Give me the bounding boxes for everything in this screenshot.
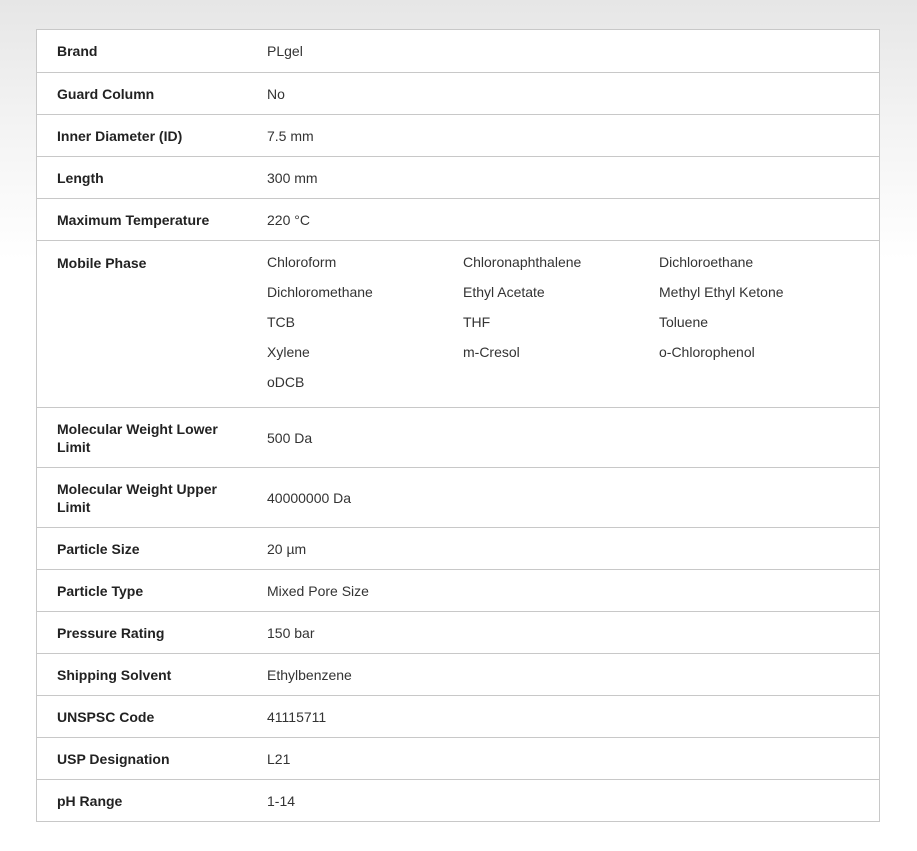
spec-value: Mixed Pore Size bbox=[267, 582, 369, 599]
spec-value: PLgel bbox=[267, 43, 303, 59]
spec-label: pH Range bbox=[57, 792, 123, 809]
spec-row-particle-type bbox=[37, 569, 879, 611]
spec-label: Guard Column bbox=[57, 85, 155, 102]
spec-value: No bbox=[267, 85, 285, 102]
spec-label: Molecular Weight Lower Limit bbox=[57, 420, 218, 455]
spec-row-particle-size bbox=[37, 527, 879, 569]
mobile-phase-item: o-Chlorophenol bbox=[659, 344, 755, 360]
spec-value: 500 Da bbox=[267, 429, 313, 446]
spec-row-mw-upper-limit bbox=[37, 467, 879, 527]
mobile-phase-item: Chloroform bbox=[267, 254, 337, 270]
mobile-phase-item: TCB bbox=[267, 314, 295, 330]
mobile-phase-item: Toluene bbox=[659, 314, 709, 330]
spec-value: 1-14 bbox=[267, 792, 296, 809]
mobile-phase-value bbox=[267, 241, 879, 407]
spec-value: 150 bar bbox=[267, 624, 315, 641]
spec-row-mobile-phase bbox=[37, 240, 879, 407]
spec-row-mw-lower-limit bbox=[37, 407, 879, 467]
spec-label: Particle Size bbox=[57, 540, 140, 557]
spec-label: Pressure Rating bbox=[57, 624, 165, 641]
mobile-phase-item: THF bbox=[463, 314, 491, 330]
mobile-phase-item: Chloronaphthalene bbox=[463, 254, 582, 270]
spec-table bbox=[36, 29, 880, 822]
mobile-phase-item: Methyl Ethyl Ketone bbox=[659, 284, 784, 300]
spec-value: Ethylbenzene bbox=[267, 666, 352, 683]
mobile-phase-item: Ethyl Acetate bbox=[463, 284, 545, 300]
mobile-phase-item: Xylene bbox=[267, 344, 310, 360]
spec-label: Inner Diameter (ID) bbox=[57, 127, 183, 144]
spec-value: 40000000 Da bbox=[267, 489, 352, 506]
spec-value: 300 mm bbox=[267, 169, 318, 186]
mobile-phase-item: m-Cresol bbox=[463, 344, 520, 360]
spec-value: 7.5 mm bbox=[267, 127, 314, 144]
spec-row-inner-diameter bbox=[37, 114, 879, 156]
spec-value: 20 µm bbox=[267, 540, 307, 557]
spec-value: 220 °C bbox=[267, 211, 310, 228]
spec-row-shipping-solvent bbox=[37, 653, 879, 695]
mobile-phase-item: oDCB bbox=[267, 374, 305, 390]
spec-label: Shipping Solvent bbox=[57, 666, 172, 683]
mobile-phase-item: Dichloroethane bbox=[659, 254, 754, 270]
spec-label: USP Designation bbox=[57, 750, 170, 767]
mobile-phase-list bbox=[267, 254, 855, 404]
spec-value: L21 bbox=[267, 750, 291, 767]
mobile-phase-item: Dichloromethane bbox=[267, 284, 373, 300]
spec-label: Maximum Temperature bbox=[57, 211, 210, 228]
spec-row-pressure-rating bbox=[37, 611, 879, 653]
spec-value: 41115711 bbox=[267, 708, 327, 725]
spec-label: Particle Type bbox=[57, 582, 144, 599]
spec-label: Brand bbox=[57, 43, 98, 59]
spec-row-guard-column bbox=[37, 72, 879, 114]
spec-row-unspsc-code bbox=[37, 695, 879, 737]
spec-row-usp-designation bbox=[37, 737, 879, 779]
spec-row-length bbox=[37, 156, 879, 198]
spec-row-max-temperature bbox=[37, 198, 879, 240]
spec-row-brand bbox=[37, 30, 879, 72]
spec-label: Molecular Weight Upper Limit bbox=[57, 480, 217, 515]
spec-label: Length bbox=[57, 169, 104, 186]
spec-label: UNSPSC Code bbox=[57, 708, 155, 725]
spec-row-ph-range bbox=[37, 779, 879, 821]
spec-label: Mobile Phase bbox=[57, 255, 147, 271]
